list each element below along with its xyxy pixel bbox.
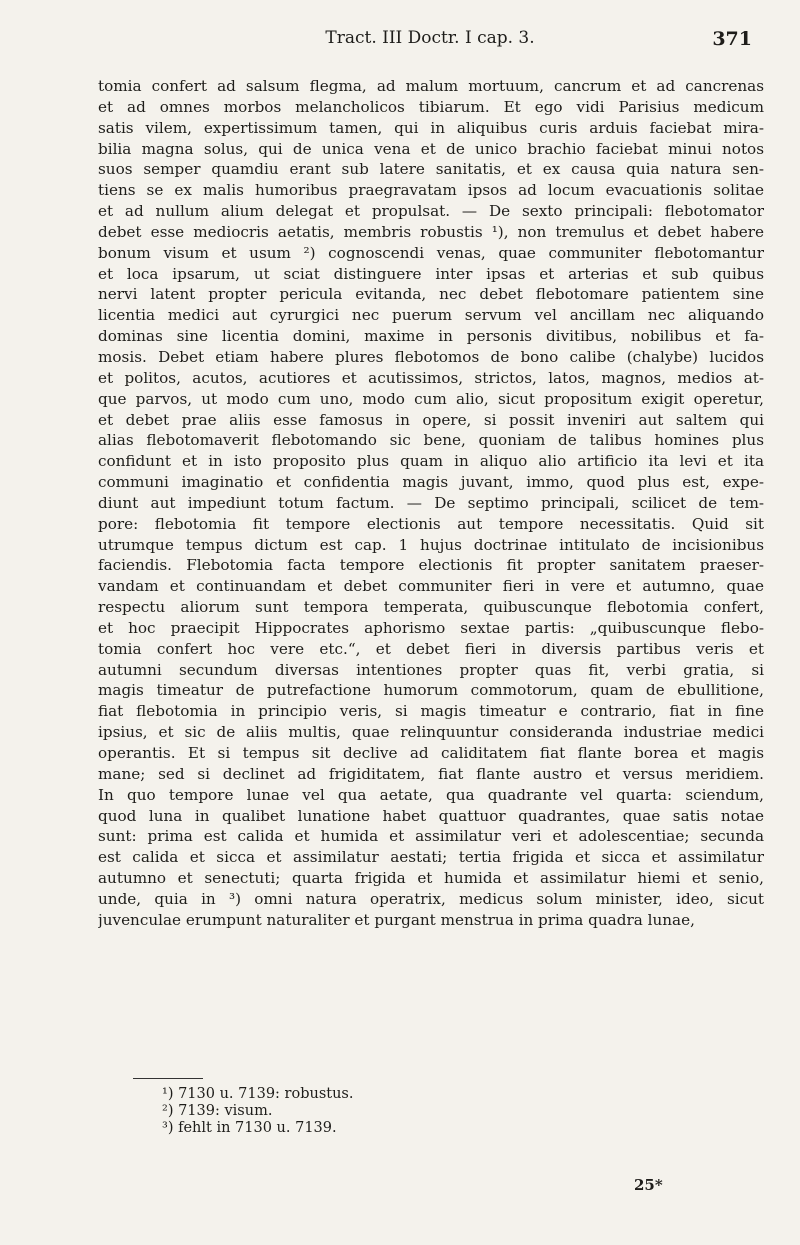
text-line: tiens se ex malis humoribus praegravatam ipsos ad locum evacuationis solitae bbox=[98, 181, 764, 200]
footnotes bbox=[162, 1086, 582, 1137]
text-line: satis vilem, expertissimum tamen, qui in aliquibus curis arduis faciebat mira- bbox=[98, 118, 764, 137]
text-line: que parvos, ut modo cum uno, modo cum alio, sicut propositum exigit operetur, bbox=[98, 389, 764, 408]
text-line: suos semper quamdiu erant sub latere sanitatis, et ex causa quia natura sen- bbox=[98, 160, 764, 179]
text-line: ipsius, et sic de aliis multis, quae relinquuntur consideranda industriae medici bbox=[98, 723, 764, 742]
footnote-divider bbox=[133, 1078, 203, 1079]
text-line: diunt aut impediunt totum factum. — De septimo principali, scilicet de tem- bbox=[98, 493, 764, 512]
text-line: alias flebotomaverit flebotomando sic bene, quoniam de talibus homines plus bbox=[98, 431, 764, 450]
text-line: sunt: prima est calida et humida et assimilatur veri et adolescentiae; secunda bbox=[98, 827, 764, 846]
text-line: respectu aliorum sunt tempora temperata, quibuscunque flebotomia confert, bbox=[98, 598, 764, 617]
running-title: Tract. III Doctr. I cap. 3. bbox=[325, 28, 535, 48]
text-line: autumno et senectuti; quarta frigida et humida et assimilatur hiemi et senio, bbox=[98, 869, 764, 888]
text-line: confidunt et in isto proposito plus quam in aliquo alio artificio ita levi et ita bbox=[98, 452, 764, 471]
text-line: nervi latent propter pericula evitanda, nec debet flebotomare patientem sine bbox=[98, 285, 764, 304]
text-line: debet esse mediocris aetatis, membris robustis ¹), non tremulus et debet habere bbox=[98, 222, 764, 241]
text-line: tomia confert ad salsum flegma, ad malum mortuum, cancrum et ad cancrenas bbox=[98, 77, 764, 95]
text-line: tomia confert hoc vere etc.“, et debet fieri in diversis partibus veris et bbox=[98, 639, 764, 658]
footnote: ³) fehlt in 7130 u. 7139. bbox=[162, 1120, 337, 1136]
text-line: communi imaginatio et confidentia magis juvant, immo, quod plus est, expe- bbox=[98, 473, 764, 492]
text-line: juvenculae erumpunt naturaliter et purgant menstrua in prima quadra lunae, bbox=[98, 910, 695, 929]
text-line: fiat flebotomia in principio veris, si magis timeatur e contrario, fiat in fine bbox=[98, 702, 764, 721]
text-line: licentia medici aut cyrurgici nec puerum servum vel ancillam nec aliquando bbox=[98, 306, 764, 325]
text-line: faciendis. Flebotomia facta tempore electionis fit propter sanitatem praeser- bbox=[98, 556, 764, 575]
text-line: et debet prae aliis esse famosus in opere, si possit inveniri aut saltem qui bbox=[98, 410, 764, 429]
text-line: unde, quia in ³) omni natura operatrix, medicus solum minister, ideo, sicut bbox=[98, 889, 764, 908]
text-line: quod luna in qualibet lunatione habet quattuor quadrantes, quae satis notae bbox=[98, 806, 764, 825]
page-number: 371 bbox=[712, 28, 752, 50]
text-line: pore: flebotomia fit tempore electionis aut tempore necessitatis. Quid sit bbox=[98, 514, 764, 533]
text-line: dominas sine licentia domini, maxime in personis divitibus, nobilibus et fa- bbox=[98, 327, 764, 346]
text-line: autumni secundum diversas intentiones propter quas fit, verbi gratia, si bbox=[98, 660, 764, 679]
text-line: et ad nullum alium delegat et propulsat. — De sexto principali: flebotomator bbox=[98, 202, 764, 221]
text-line: bilia magna solus, qui de unica vena et de unico brachio faciebat minui notos bbox=[98, 139, 764, 158]
running-header bbox=[100, 28, 760, 56]
text-line: mane; sed si declinet ad frigiditatem, fiat flante austro et versus meridiem. bbox=[98, 764, 764, 783]
text-line: et loca ipsarum, ut sciat distinguere inter ipsas et arterias et sub quibus bbox=[98, 264, 764, 283]
signature-mark: 25* bbox=[634, 1176, 663, 1194]
body-text bbox=[98, 76, 764, 931]
text-line: magis timeatur de putrefactione humorum commotorum, quam de ebullitione, bbox=[98, 681, 764, 700]
text-line: In quo tempore lunae vel qua aetate, qua quadrante vel quarta: sciendum, bbox=[98, 785, 764, 804]
text-line: et hoc praecipit Hippocrates aphorismo sextae partis: „quibuscunque flebo- bbox=[98, 618, 764, 637]
footnote: ²) 7139: visum. bbox=[162, 1103, 273, 1119]
text-line: mosis. Debet etiam habere plures flebotomos de bono calibe (chalybe) lucidos bbox=[98, 347, 764, 366]
text-line: utrumque tempus dictum est cap. 1 hujus doctrinae intitulato de incisionibus bbox=[98, 535, 764, 554]
text-line: et politos, acutos, acutiores et acutissimos, strictos, latos, magnos, medios at- bbox=[98, 368, 764, 387]
text-line: et ad omnes morbos melancholicos tibiarum. Et ego vidi Parisius medicum bbox=[98, 97, 764, 116]
text-line: est calida et sicca et assimilatur aestati; tertia frigida et sicca et assimilatur bbox=[98, 848, 764, 867]
text-line: bonum visum et usum ²) cognoscendi venas, quae communiter flebotomantur bbox=[98, 243, 764, 262]
footnote: ¹) 7130 u. 7139: robustus. bbox=[162, 1086, 354, 1102]
text-line: vandam et continuandam et debet communiter fieri in vere et autumno, quae bbox=[98, 577, 764, 596]
text-line: operantis. Et si tempus sit declive ad caliditatem fiat flante borea et magis bbox=[98, 744, 764, 762]
